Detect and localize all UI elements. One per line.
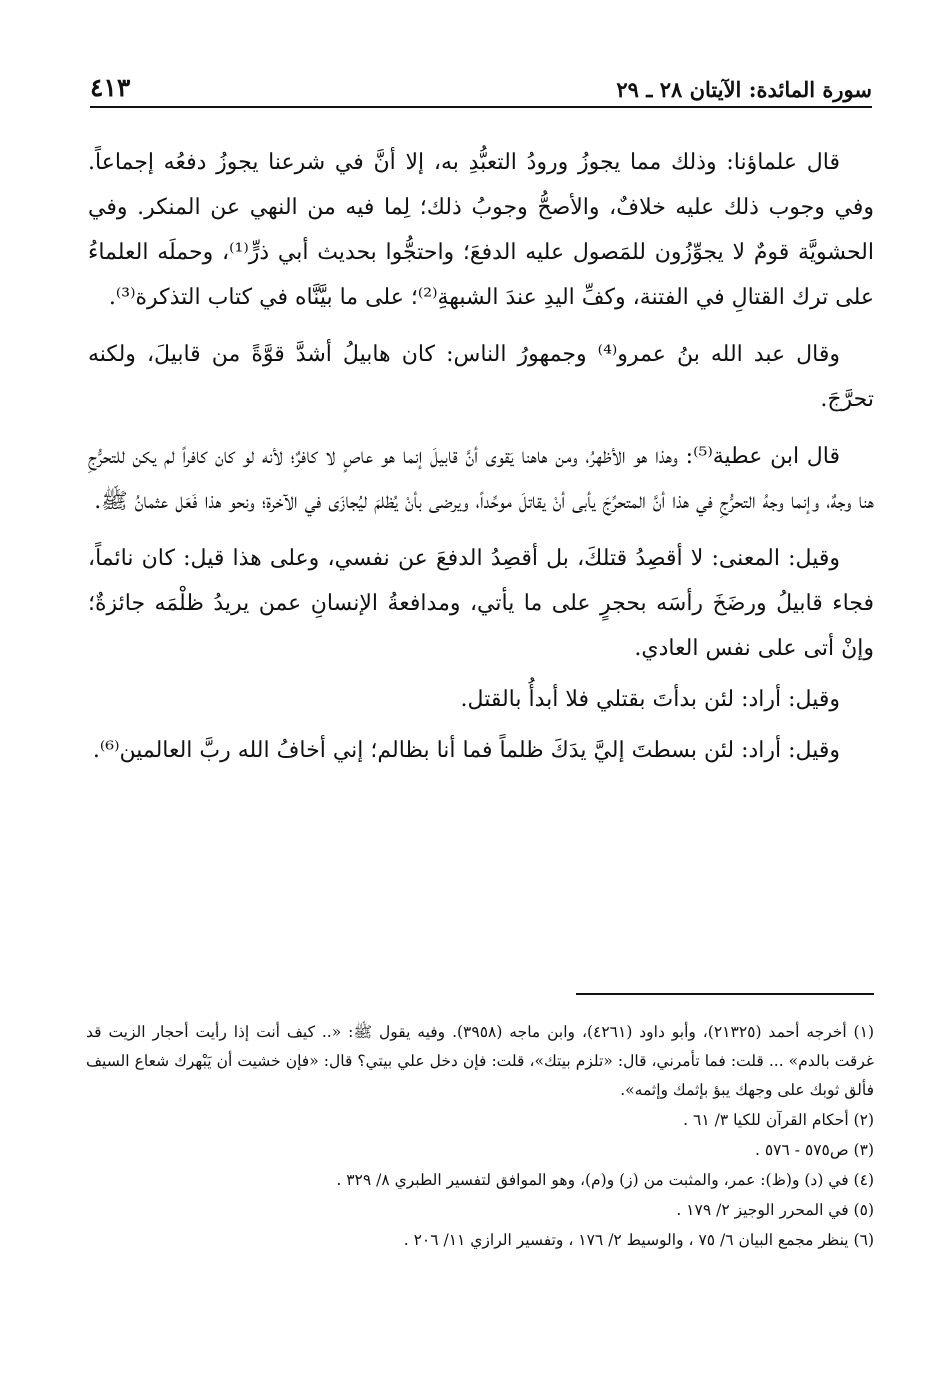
page-number: ٤١٣ [90,73,131,102]
paragraph: وقيل: أراد: لئن بدأتَ بقتلي فلا أبدأُ بالقتل. [460,687,840,712]
footnote: (٦) ينظر مجمع البيان ٦/ ٧٥ ، والوسيط ٢/ ١٧٦ ، وتفسير الرازي ١١/ ٢٠٦ . [403,1231,874,1249]
main-text [88,140,874,785]
paragraph: وقال عبد الله بنُ عمرو⁽⁴⁾ وجمهورُ الناس: كان هابيلُ أشدَّ قوَّةً من قابيلَ، ولكنه تحرَّجَ. [88,342,874,412]
paragraph: قال ابن عطية⁽⁵⁾: وهذا هو الأظهرُ، ومن هاهنا يَقوى أنَّ قابيلَ إنما هو عاصٍ لا كافرٌ؛ لأنه لو كان كافراً لم يكن للتحرُّجِ هنا وجهٌ، وإنما وجهُ التحرُّجِ في هذا أنَّ المتحرِّجَ يأبى أنْ يقاتلَ موحِّداً، ويرضى بأنْ يُظلمَ ليُجازَى في الآخرة؛ ونحو هذا فَعَل عثمانُ ﷺ. [88,444,874,514]
running-title: سورة المائدة: الآيتان ٢٨ ـ ٢٩ [616,77,872,102]
paragraph: قال علماؤنا: وذلك مما يجوزُ ورودُ التعبُّدِ به، إلا أنَّ في شرعنا يجوزُ دفعُه إجماعاً. وفي وجوب ذلك عليه خلافٌ، والأصحُّ وجوبُ ذلك؛ لِما فيه من النهي عن المنكر. وفي الحشويَّة قومٌ لا يجوِّزُون للمَصول عليه الدفعَ؛ واحتجُّوا بحديث أبي ذرٍّ⁽¹⁾، وحملَه العلماءُ على ترك القتالِ في الفتنة، وكفِّ اليدِ عندَ الشبهةِ⁽²⁾؛ على ما بيَّنَّاه في كتاب التذكرة⁽³⁾. [88,150,874,310]
paragraph: وقيل: أراد: لئن بسطتَ إليَّ يدَكَ ظلماً فما أنا بظالم؛ إني أخافُ الله ربَّ العالمين⁽⁶⁾. [92,738,840,763]
paragraph: وقيل: المعنى: لا أقصِدُ قتلكَ، بل أقصِدُ الدفعَ عن نفسي، وعلى هذا قيل: كان نائماً، فجاء قابيلُ ورضَخَ رأسَه بحجرٍ على ما يأتي، ومدافعةُ الإنسانِ عمن يريدُ ظلْمَه جائزةٌ؛ وإنْ أتى على نفس العادي. [88,546,874,661]
footnotes [86,1018,874,1256]
footnote: (٣) ص٥٧٥ - ٥٧٦ . [754,1141,874,1159]
page-header [90,62,872,102]
footnote: (١) أخرجه أحمد (٢١٣٢٥)، وأبو داود (٤٢٦١)، وابن ماجه (٣٩٥٨). وفيه يقول ﷺ: «.. كيف أنت إذا رأيت أحجار الزيت قد غرقت بالدم» ... قلت: فما تأمرني، قال: «تلزم بيتك»، قلت: فإن دخل علي بيتي؟ قال: «فإن خشيت أن يَبْهرك شعاع السيف فألق ثوبك على وجهك يبؤ بإثمك وإثمه». [86,1023,874,1099]
footnote: (٢) أحكام القرآن للكيا ٣/ ٦١ . [683,1111,874,1129]
footnote-separator [576,993,874,995]
footnote: (٤) في (د) و(ظ): عمر، والمثبت من (ز) و(م)، وهو الموافق لتفسير الطبري ٨/ ٣٢٩ . [336,1171,874,1189]
header-rule [90,106,872,108]
footnote: (٥) في المحرر الوجيز ٢/ ١٧٩ . [676,1201,874,1219]
